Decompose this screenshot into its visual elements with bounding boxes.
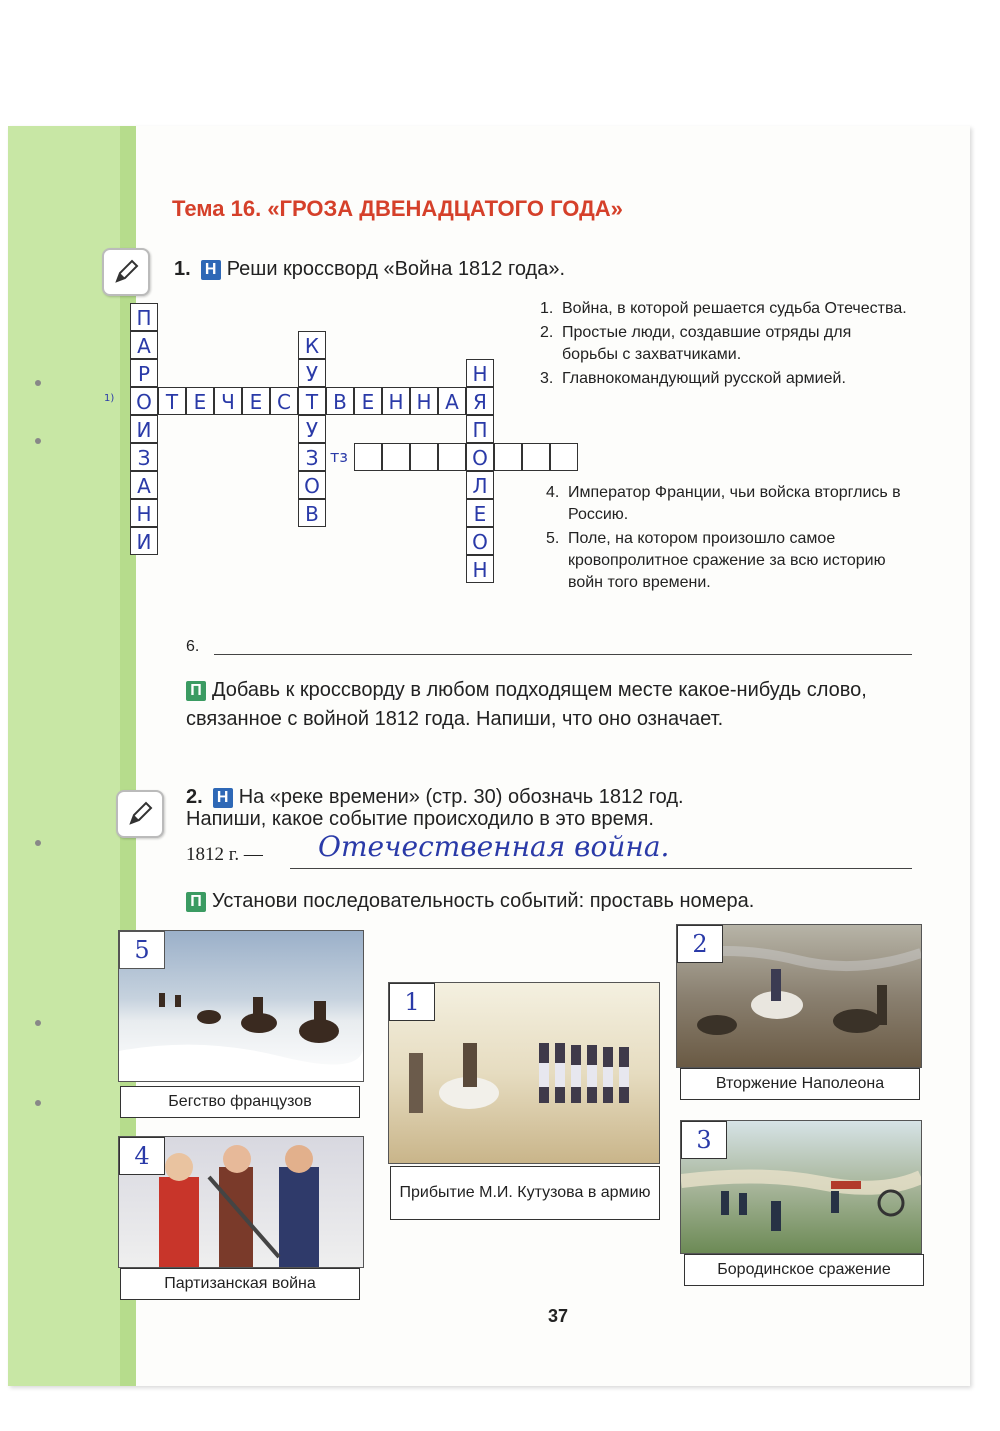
task2-line2: Напиши, какое событие происходило в это время. [186,808,654,830]
clue-1: 1. Война, в которой решается судьба Отечества. [540,300,907,317]
crossword-cell-word5[interactable] [354,443,382,471]
crossword-cell-word4[interactable]: Н [466,555,494,583]
crossword-cell-word1[interactable]: Н [410,387,438,415]
page-number: 37 [548,1306,569,1326]
crossword-note: тз [330,447,348,466]
answer-line-1812[interactable] [290,868,912,869]
crossword-cell-word4[interactable]: Н [466,359,494,387]
crossword-cell-word1[interactable]: Е [186,387,214,415]
binding-hole [35,1100,41,1106]
crossword-cell-word2[interactable]: И [130,415,158,443]
clue-2: 2. Простые люди, создавшие отряды для борьбы с захватчиками. [540,324,852,363]
crossword-cell-word4[interactable]: О [466,527,494,555]
crossword-cell-word1[interactable]: Н [382,387,410,415]
crossword-cell-word3[interactable]: У [298,415,326,443]
pencil-icon [102,248,150,296]
caption-kutuzov: Прибытие М.И. Кутузова в армию [390,1166,660,1220]
crossword-cell-word4[interactable]: О [466,443,494,471]
crossword-cell-word2[interactable]: И [130,527,158,555]
caption-borodino: Бородинское сражение [684,1254,924,1286]
pencil-icon [116,790,164,838]
badge-n-icon: Н [213,788,233,808]
crossword-cell-word1[interactable]: С [270,387,298,415]
crossword-cell-word3[interactable]: У [298,359,326,387]
answer-label: 1812 г. — [186,844,263,865]
crossword-cell-word1[interactable]: Е [242,387,270,415]
task1-extra: П Добавь к кроссворду в любом подходящем месте какое-нибудь слово, связанное с войной 1812 года. Напиши, что оно означает. [186,679,867,730]
order-number-box[interactable]: 5 [119,931,165,969]
clue-4: 4. Император Франции, чьи войска вторглись в Россию. [546,484,901,523]
picture-invasion [676,924,922,1068]
page-title: Тема 16. «ГРОЗА ДВЕНАДЦАТОГО ГОДА» [172,196,623,221]
picture-borodino [680,1120,922,1254]
order-number-box[interactable]: 2 [677,925,723,963]
crossword-cell-word5[interactable] [438,443,466,471]
crossword-cell-word2[interactable]: А [130,331,158,359]
crossword-cell-word2[interactable]: Р [130,359,158,387]
crossword-cell-word5[interactable] [550,443,578,471]
crossword-cell-word4[interactable]: Е [466,499,494,527]
crossword-cell-word3[interactable]: В [298,499,326,527]
caption-retreat: Бегство французов [120,1086,360,1118]
answer-line-6[interactable] [214,654,912,655]
crossword-cell-word2[interactable]: З [130,443,158,471]
handwritten-answer: Отечественная война. [318,830,670,863]
order-number-box[interactable]: 4 [119,1137,165,1175]
caption-partisans: Партизанская война [120,1268,360,1300]
crossword-cell-word5[interactable] [410,443,438,471]
picture-retreat [118,930,364,1082]
order-number-box[interactable]: 3 [681,1121,727,1159]
crossword-cell-word5[interactable] [382,443,410,471]
caption-invasion: Вторжение Наполеона [680,1068,920,1100]
crossword-cell-word1[interactable]: Ч [214,387,242,415]
clues-list-b [546,482,916,596]
picture-partisans [118,1136,364,1268]
clue-5: 5. Поле, на котором произошло самое кровопролитное сражение за всю историю войн того времени. [546,530,886,591]
crossword-cell-word3[interactable]: К [298,331,326,359]
crossword-cell-word1[interactable]: О [130,387,158,415]
crossword-cell-word2[interactable]: Н [130,499,158,527]
task2-extra: П Установи последовательность событий: проставь номера. [186,890,754,913]
crossword-number-1: 1) [104,393,115,404]
clues-list-a [540,298,910,392]
order-number-box[interactable]: 1 [389,983,435,1021]
crossword-cell-word4[interactable]: П [466,415,494,443]
crossword-cell-word2[interactable]: П [130,303,158,331]
crossword-cell-word3[interactable]: О [298,471,326,499]
crossword-cell-word1[interactable]: В [326,387,354,415]
binding-hole [35,1020,41,1026]
margin-strip [8,126,136,1386]
crossword-cell-word1[interactable]: Т [298,387,326,415]
crossword-cell-word2[interactable]: А [130,471,158,499]
crossword-cell-word3[interactable]: З [298,443,326,471]
task1-heading: 1. Н Реши кроссворд «Война 1812 года». [174,258,565,280]
binding-hole [35,380,41,386]
badge-p-icon: П [186,892,206,912]
crossword-cell-word5[interactable] [494,443,522,471]
clue-3: 3. Главнокомандующий русской армией. [540,370,846,387]
crossword-cell-word5[interactable] [522,443,550,471]
crossword-cell-word1[interactable]: А [438,387,466,415]
line-6-label: 6. [186,638,200,655]
crossword-cell-word1[interactable]: Я [466,387,494,415]
binding-hole [35,840,41,846]
picture-kutuzov [388,982,660,1164]
badge-p-icon: П [186,681,206,701]
badge-n-icon: Н [201,260,221,280]
crossword-cell-word1[interactable]: Т [158,387,186,415]
crossword-cell-word4[interactable]: Л [466,471,494,499]
task2-heading: 2. Н На «реке времени» (стр. 30) обозначь 1812 год. [186,786,684,808]
crossword-cell-word1[interactable]: Е [354,387,382,415]
binding-hole [35,438,41,444]
